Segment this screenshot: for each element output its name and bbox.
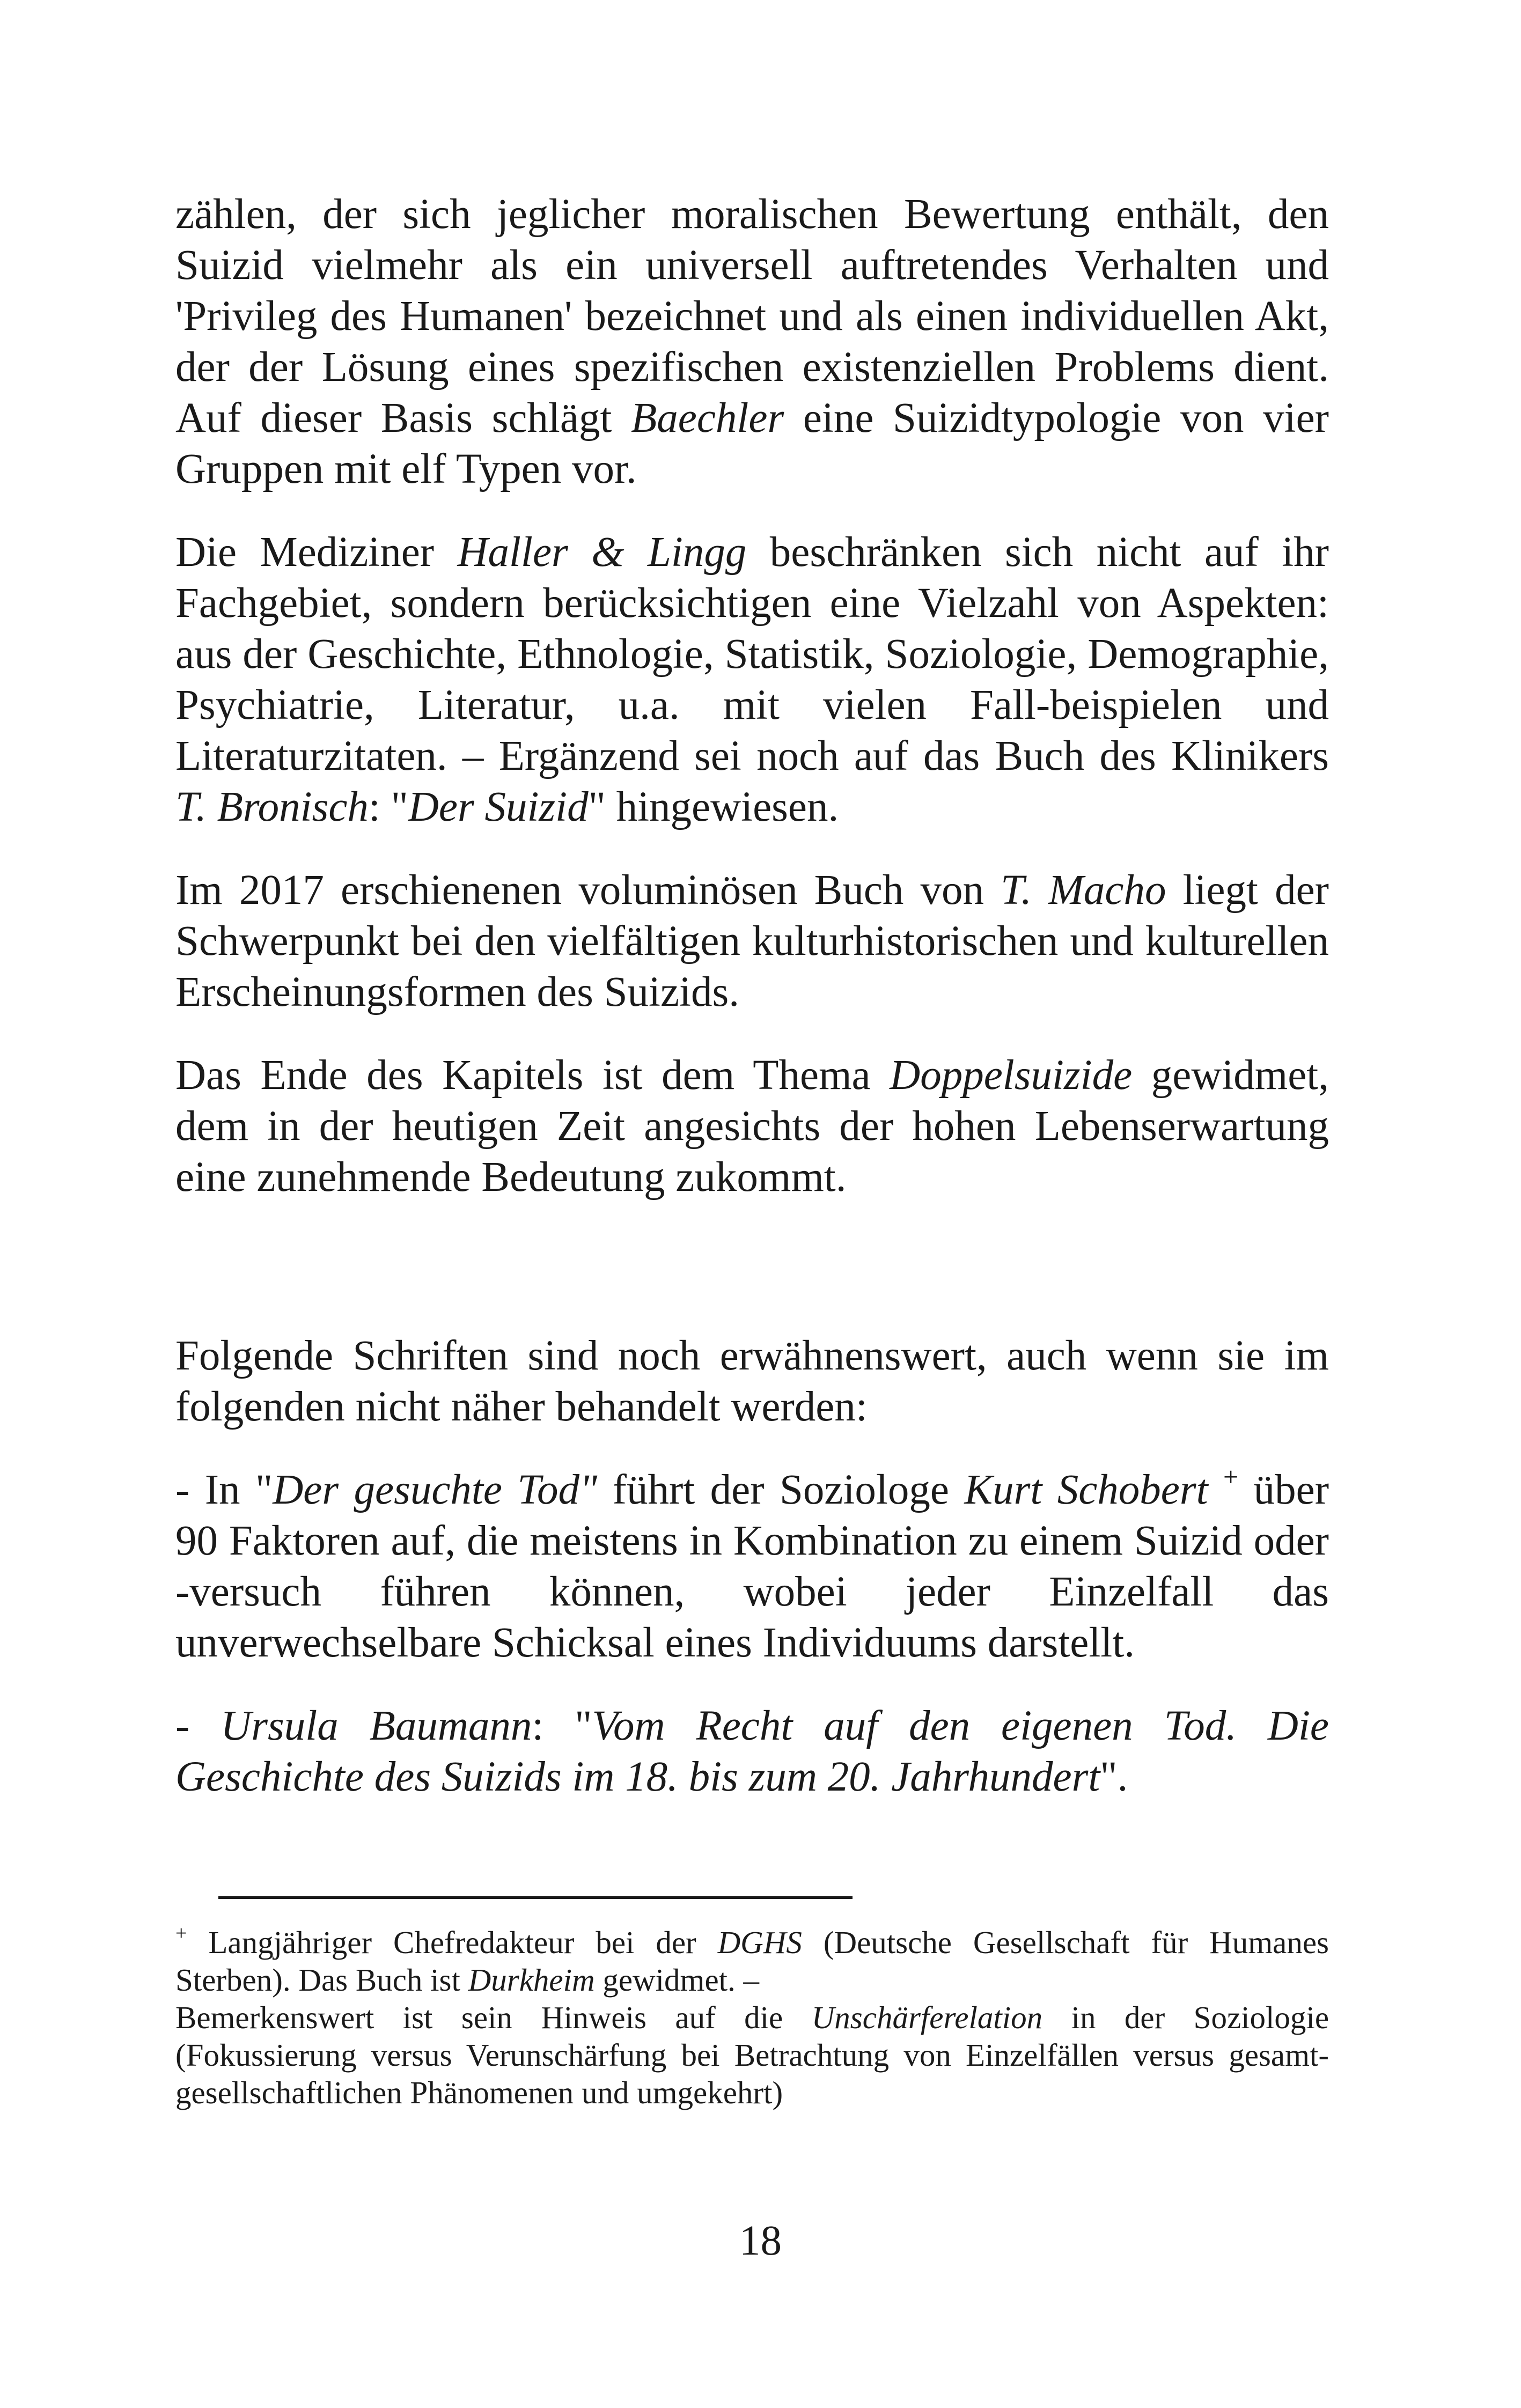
term: Unschärferelation	[811, 2000, 1043, 2035]
footnote	[175, 1924, 1329, 2111]
text-run: zählen, der sich jeglicher moralischen Bewertung enthält, den Suizid vielmehr als ein universell auftretendes Verhalten und 'Privileg des Humanen' bezeichnet und als einen individuellen Akt, der der Lösung eines spezifischen existenziellen Problems dient. Auf dieser Basis schlägt	[175, 191, 1329, 441]
paragraph-further-writings	[175, 1330, 1329, 1432]
text-run: gewidmet, dem in der heutigen Zeit angesichts der hohen Lebenserwartung eine zunehmende Bedeutung zukommt.	[175, 1052, 1329, 1201]
author-name: T. Bronisch	[175, 784, 369, 830]
author-name: Kurt Schobert	[964, 1467, 1208, 1513]
text-run: (Deutsche Gesellschaft für Humanes Sterben). Das Buch ist	[175, 1925, 1329, 1998]
book-title: Vom Recht auf den eigenen Tod. Die Geschichte des Suizids im 18. bis zum 20. Jahrhundert	[175, 1703, 1329, 1800]
text-run: Bemerkenswert ist sein Hinweis auf die	[175, 2000, 812, 2035]
paragraph-haller-lingg	[175, 527, 1329, 833]
text-run: über 90 Faktoren auf, die meistens in Kombination zu einem Suizid oder -versuch führen können, wobei jeder Einzelfall das unverwechselbare Schicksal eines Individuums darstellt.	[175, 1467, 1329, 1666]
author-name: Haller & Lingg	[457, 529, 747, 576]
paragraph-doppelsuizide	[175, 1050, 1329, 1203]
term: Doppelsuizide	[890, 1052, 1133, 1099]
paragraph-macho	[175, 865, 1329, 1018]
text-run: Folgende Schriften sind noch erwähnenswert, auch wenn sie im folgenden nicht näher behandelt werden:	[175, 1332, 1329, 1430]
text-run: führt der Soziologe	[597, 1467, 965, 1513]
organization-name: DGHS	[717, 1925, 802, 1960]
text-run: eine Suizidtypologie von vier Gruppen mit elf Typen vor.	[175, 395, 1329, 492]
list-item-baumann	[175, 1700, 1329, 1802]
text-run: : "	[532, 1703, 592, 1749]
text-run: liegt der Schwerpunkt bei den vielfältigen kulturhistorischen und kulturellen Erscheinungsformen des Suizids.	[175, 867, 1329, 1015]
text-run: -	[175, 1703, 221, 1749]
text-run: in der Soziologie (Fokussierung versus Verunschärfung bei Betrachtung von Einzelfällen versus gesamt-gesellschaftlichen Phänomenen und umgekehrt)	[175, 2000, 1329, 2110]
page-body	[175, 189, 1329, 1802]
footnote-line-1	[175, 1924, 1329, 1999]
text-run: Langjähriger Chefredakteur bei der	[187, 1925, 718, 1960]
text-run: : "	[368, 784, 408, 830]
text-run: Im 2017 erschienenen voluminösen Buch von	[175, 867, 1001, 914]
footnote-marker[interactable]: +	[1223, 1461, 1239, 1492]
text-run: Die Mediziner	[175, 529, 458, 576]
list-item-schobert	[175, 1461, 1329, 1668]
text-run: - In "	[175, 1467, 273, 1513]
person-name: Durkheim	[468, 1962, 595, 1998]
text-run: gewidmet. –	[594, 1962, 760, 1998]
paragraph-baechler	[175, 189, 1329, 495]
book-title: Der gesuchte Tod"	[273, 1467, 598, 1513]
book-title: Der Suizid	[408, 784, 589, 830]
footnote-separator	[218, 1896, 853, 1899]
footnote-line-2	[175, 1999, 1329, 2111]
author-name: Baechler	[631, 395, 784, 441]
text-run: beschränken sich nicht auf ihr Fachgebiet, sondern berücksichtigen eine Vielzahl von Aspekten: aus der Geschichte, Ethnologie, Statistik, Soziologie, Demographie, Psychiatrie, Literatur, u.a. mit vielen Fall-beispielen und Literaturzitaten. – Ergänzend sei noch auf das Buch des Klinikers	[175, 529, 1329, 779]
text-run: " hingewiesen.	[588, 784, 839, 830]
author-name: Ursula Baumann	[221, 1703, 532, 1749]
text-run: ".	[1100, 1754, 1128, 1800]
text-run: Das Ende des Kapitels ist dem Thema	[175, 1052, 890, 1099]
footnote-marker: +	[175, 1922, 187, 1945]
author-name: T. Macho	[1001, 867, 1166, 914]
page-number: 18	[739, 2218, 782, 2264]
